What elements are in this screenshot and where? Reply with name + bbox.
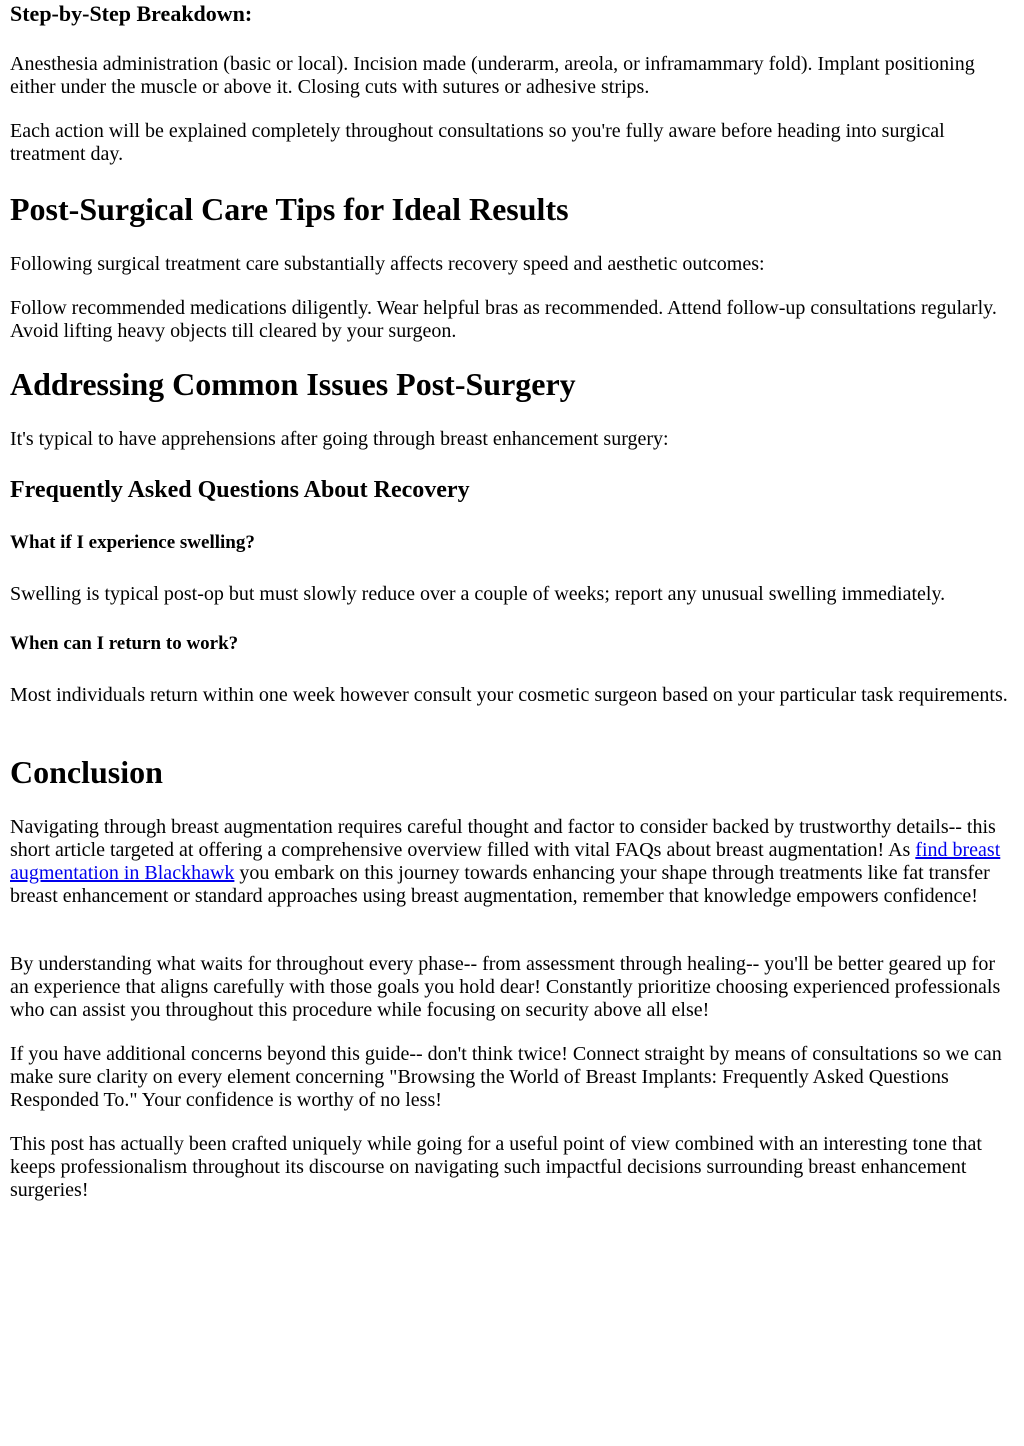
faq-answer-2: Most individuals return within one week however consult your cosmetic surgeon based on your particular task requirements. (10, 684, 1008, 706)
issues-paragraph-1: It's typical to have apprehensions after going through breast enhancement surgery: (10, 428, 669, 450)
step-paragraph-2: Each action will be explained completely throughout consultations so you're fully aware before heading into surgical treatment day. (10, 120, 945, 165)
conclusion-heading: Conclusion (10, 754, 163, 790)
step-paragraph-1: Anesthesia administration (basic or local). Incision made (underarm, areola, or inframammary fold). Implant positioning either under the muscle or above it. Closing cuts with sutures or adhesive strips. (10, 53, 975, 98)
care-paragraph-1: Following surgical treatment care substantially affects recovery speed and aesthetic outcomes: (10, 253, 765, 275)
conclusion-text-before: Navigating through breast augmentation requires careful thought and factor to consider backed by trustworthy details-- this short article targeted at offering a comprehensive overview filled with vital FAQs about breast augmentation! As (10, 816, 996, 861)
blackhawk-link[interactable]: find breast augmentation in Blackhawk (10, 839, 1001, 884)
conclusion-paragraph-2: By understanding what waits for throughout every phase-- from assessment through healing-- you'll be better geared up for an experience that aligns carefully with those goals you hold dear! Constantly prioritize choosing experienced professionals who can assist you throughout this procedure while focusing on security above all else! (10, 953, 1001, 1021)
conclusion-paragraph-4: This post has actually been crafted uniquely while going for a useful point of view combined with an interesting tone that keeps professionalism throughout its discourse on navigating such impactful decisions surrounding breast enhancement surgeries! (10, 1133, 982, 1201)
conclusion-paragraph-3: If you have additional concerns beyond this guide-- don't think twice! Connect straight by means of consultations so we can make sure clarity on every element concerning "Browsing the World of Breast Implants: Frequently Asked Questions Responded To." Your confidence is worthy of no less! (10, 1043, 1002, 1111)
faq-heading: Frequently Asked Questions About Recovery (10, 477, 470, 503)
issues-heading: Addressing Common Issues Post-Surgery (10, 366, 576, 402)
conclusion-paragraph-1 (10, 816, 1014, 908)
faq-question-1: What if I experience swelling? (10, 532, 255, 553)
faq-question-2: When can I return to work? (10, 633, 239, 654)
care-heading: Post-Surgical Care Tips for Ideal Results (10, 191, 569, 227)
conclusion-text-after: you embark on this journey towards enhancing your shape through treatments like fat transfer breast enhancement or standard approaches using breast augmentation, remember that knowledge empowers confidence! (10, 862, 990, 907)
step-heading: Step-by-Step Breakdown: (10, 1, 253, 26)
faq-answer-1: Swelling is typical post-op but must slowly reduce over a couple of weeks; report any unusual swelling immediately. (10, 583, 946, 605)
care-paragraph-2: Follow recommended medications diligently. Wear helpful bras as recommended. Attend follow-up consultations regularly. Avoid lifting heavy objects till cleared by your surgeon. (10, 297, 997, 342)
